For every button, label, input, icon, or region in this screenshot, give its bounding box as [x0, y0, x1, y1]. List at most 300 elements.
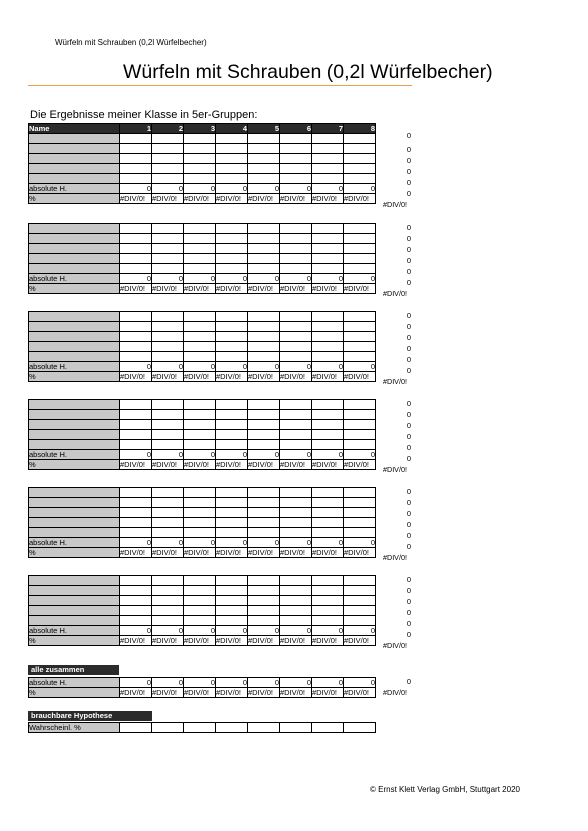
- count-input[interactable]: [184, 234, 216, 244]
- count-input[interactable]: [312, 508, 344, 518]
- count-input[interactable]: [344, 224, 376, 234]
- name-input[interactable]: [29, 420, 120, 430]
- count-input[interactable]: [120, 322, 152, 332]
- count-input[interactable]: [280, 606, 312, 616]
- count-input[interactable]: [312, 224, 344, 234]
- count-input[interactable]: [280, 400, 312, 410]
- count-input[interactable]: [248, 508, 280, 518]
- count-input[interactable]: [152, 224, 184, 234]
- name-input[interactable]: [29, 352, 120, 362]
- count-input[interactable]: [152, 420, 184, 430]
- count-input[interactable]: [152, 440, 184, 450]
- name-input[interactable]: [29, 488, 120, 498]
- count-input[interactable]: [152, 312, 184, 322]
- count-input[interactable]: [152, 586, 184, 596]
- count-input[interactable]: [152, 606, 184, 616]
- count-input[interactable]: [280, 518, 312, 528]
- count-input[interactable]: [312, 498, 344, 508]
- count-input[interactable]: [120, 508, 152, 518]
- percent-value: #DIV/0!: [312, 460, 344, 470]
- count-input[interactable]: [344, 576, 376, 586]
- count-input[interactable]: [216, 576, 248, 586]
- count-input[interactable]: [152, 134, 184, 144]
- count-input[interactable]: [280, 576, 312, 586]
- count-input[interactable]: [280, 144, 312, 154]
- count-input[interactable]: [120, 498, 152, 508]
- count-input[interactable]: [152, 264, 184, 274]
- name-input[interactable]: [29, 312, 120, 322]
- count-input[interactable]: [184, 134, 216, 144]
- count-input[interactable]: [248, 244, 280, 254]
- count-input[interactable]: [216, 606, 248, 616]
- absolute-value: 0: [280, 678, 312, 688]
- count-input[interactable]: [152, 254, 184, 264]
- count-input[interactable]: [120, 616, 152, 626]
- count-input[interactable]: [216, 154, 248, 164]
- count-input[interactable]: [280, 342, 312, 352]
- count-input[interactable]: [216, 616, 248, 626]
- count-input[interactable]: [184, 518, 216, 528]
- count-input[interactable]: [312, 134, 344, 144]
- probability-input[interactable]: [152, 723, 184, 733]
- count-input[interactable]: [248, 352, 280, 362]
- count-input[interactable]: [280, 264, 312, 274]
- count-input[interactable]: [248, 322, 280, 332]
- row-total: 0: [406, 366, 411, 375]
- count-input[interactable]: [344, 410, 376, 420]
- percent-value: #DIV/0!: [344, 688, 376, 698]
- count-input[interactable]: [216, 254, 248, 264]
- count-input[interactable]: [344, 430, 376, 440]
- name-row: [29, 410, 376, 420]
- count-input[interactable]: [280, 508, 312, 518]
- count-input[interactable]: [184, 332, 216, 342]
- count-input[interactable]: [184, 244, 216, 254]
- count-input[interactable]: [312, 488, 344, 498]
- count-input[interactable]: [248, 498, 280, 508]
- count-input[interactable]: [120, 400, 152, 410]
- percent-value: #DIV/0!: [312, 688, 344, 698]
- count-input[interactable]: [216, 174, 248, 184]
- count-input[interactable]: [216, 352, 248, 362]
- count-input[interactable]: [344, 518, 376, 528]
- count-input[interactable]: [280, 488, 312, 498]
- count-input[interactable]: [312, 606, 344, 616]
- count-input[interactable]: [184, 342, 216, 352]
- count-input[interactable]: [152, 596, 184, 606]
- name-input[interactable]: [29, 144, 120, 154]
- count-input[interactable]: [184, 144, 216, 154]
- count-input[interactable]: [152, 244, 184, 254]
- name-input[interactable]: [29, 616, 120, 626]
- count-input[interactable]: [216, 224, 248, 234]
- count-input[interactable]: [184, 420, 216, 430]
- count-input[interactable]: [120, 586, 152, 596]
- count-input[interactable]: [248, 606, 280, 616]
- count-input[interactable]: [120, 332, 152, 342]
- probability-input[interactable]: [280, 723, 312, 733]
- count-input[interactable]: [344, 164, 376, 174]
- name-input[interactable]: [29, 244, 120, 254]
- name-input[interactable]: [29, 164, 120, 174]
- count-input[interactable]: [280, 154, 312, 164]
- count-input[interactable]: [216, 332, 248, 342]
- count-input[interactable]: [248, 332, 280, 342]
- name-input[interactable]: [29, 400, 120, 410]
- name-input[interactable]: [29, 154, 120, 164]
- count-input[interactable]: [280, 254, 312, 264]
- count-input[interactable]: [280, 498, 312, 508]
- count-input[interactable]: [120, 410, 152, 420]
- count-input[interactable]: [216, 488, 248, 498]
- absolute-value: 0: [344, 450, 376, 460]
- count-input[interactable]: [248, 420, 280, 430]
- name-input[interactable]: [29, 332, 120, 342]
- count-input[interactable]: [152, 488, 184, 498]
- count-input[interactable]: [312, 234, 344, 244]
- count-input[interactable]: [248, 616, 280, 626]
- count-input[interactable]: [184, 606, 216, 616]
- count-input[interactable]: [120, 264, 152, 274]
- count-input[interactable]: [184, 164, 216, 174]
- count-input[interactable]: [280, 352, 312, 362]
- name-input[interactable]: [29, 342, 120, 352]
- absolute-value: 0: [344, 538, 376, 548]
- count-input[interactable]: [120, 164, 152, 174]
- count-input[interactable]: [184, 498, 216, 508]
- count-input[interactable]: [216, 498, 248, 508]
- count-input[interactable]: [312, 576, 344, 586]
- count-input[interactable]: [312, 254, 344, 264]
- name-input[interactable]: [29, 224, 120, 234]
- count-input[interactable]: [152, 164, 184, 174]
- count-input[interactable]: [216, 342, 248, 352]
- count-input[interactable]: [344, 154, 376, 164]
- name-input[interactable]: [29, 234, 120, 244]
- count-input[interactable]: [216, 144, 248, 154]
- count-input[interactable]: [120, 596, 152, 606]
- count-input[interactable]: [184, 440, 216, 450]
- count-input[interactable]: [280, 528, 312, 538]
- count-input[interactable]: [248, 596, 280, 606]
- count-input[interactable]: [184, 224, 216, 234]
- count-input[interactable]: [248, 254, 280, 264]
- count-input[interactable]: [248, 234, 280, 244]
- count-input[interactable]: [248, 528, 280, 538]
- probability-input[interactable]: [216, 723, 248, 733]
- count-input[interactable]: [184, 430, 216, 440]
- count-input[interactable]: [216, 518, 248, 528]
- count-input[interactable]: [280, 322, 312, 332]
- count-input[interactable]: [280, 224, 312, 234]
- count-input[interactable]: [280, 410, 312, 420]
- percent-row: [29, 194, 376, 204]
- count-input[interactable]: [280, 234, 312, 244]
- count-input[interactable]: [120, 430, 152, 440]
- count-input[interactable]: [152, 430, 184, 440]
- count-input[interactable]: [344, 440, 376, 450]
- count-input[interactable]: [312, 342, 344, 352]
- count-input[interactable]: [344, 400, 376, 410]
- name-input[interactable]: [29, 596, 120, 606]
- count-input[interactable]: [280, 616, 312, 626]
- count-input[interactable]: [120, 528, 152, 538]
- name-input[interactable]: [29, 508, 120, 518]
- count-input[interactable]: [216, 234, 248, 244]
- count-input[interactable]: [120, 576, 152, 586]
- count-input[interactable]: [120, 144, 152, 154]
- count-input[interactable]: [248, 518, 280, 528]
- probability-input[interactable]: [344, 723, 376, 733]
- count-input[interactable]: [248, 576, 280, 586]
- count-input[interactable]: [344, 144, 376, 154]
- count-input[interactable]: [152, 154, 184, 164]
- count-input[interactable]: [344, 234, 376, 244]
- count-input[interactable]: [248, 144, 280, 154]
- count-input[interactable]: [248, 400, 280, 410]
- count-input[interactable]: [280, 430, 312, 440]
- count-input[interactable]: [152, 322, 184, 332]
- count-input[interactable]: [344, 264, 376, 274]
- count-input[interactable]: [184, 322, 216, 332]
- count-input[interactable]: [184, 400, 216, 410]
- percent-value: #DIV/0!: [280, 460, 312, 470]
- count-input[interactable]: [280, 134, 312, 144]
- percent-label: %: [29, 688, 120, 698]
- count-input[interactable]: [120, 352, 152, 362]
- count-input[interactable]: [312, 440, 344, 450]
- count-input[interactable]: [216, 586, 248, 596]
- count-input[interactable]: [216, 430, 248, 440]
- count-input[interactable]: [184, 576, 216, 586]
- count-input[interactable]: [344, 606, 376, 616]
- count-input[interactable]: [248, 342, 280, 352]
- count-input[interactable]: [344, 616, 376, 626]
- absolute-value: 0: [216, 450, 248, 460]
- count-input[interactable]: [248, 134, 280, 144]
- count-input[interactable]: [120, 134, 152, 144]
- name-input[interactable]: [29, 174, 120, 184]
- name-input[interactable]: [29, 440, 120, 450]
- count-input[interactable]: [152, 528, 184, 538]
- name-input[interactable]: [29, 586, 120, 596]
- count-input[interactable]: [280, 420, 312, 430]
- count-input[interactable]: [184, 264, 216, 274]
- count-input[interactable]: [152, 576, 184, 586]
- count-input[interactable]: [312, 144, 344, 154]
- probability-input[interactable]: [120, 723, 152, 733]
- count-input[interactable]: [120, 234, 152, 244]
- count-input[interactable]: [344, 244, 376, 254]
- count-input[interactable]: [312, 322, 344, 332]
- count-input[interactable]: [312, 352, 344, 362]
- count-input[interactable]: [152, 234, 184, 244]
- count-input[interactable]: [120, 518, 152, 528]
- count-input[interactable]: [184, 154, 216, 164]
- count-input[interactable]: [216, 420, 248, 430]
- name-row: [29, 312, 376, 322]
- count-input[interactable]: [152, 518, 184, 528]
- count-input[interactable]: [344, 342, 376, 352]
- name-input[interactable]: [29, 430, 120, 440]
- count-input[interactable]: [120, 312, 152, 322]
- count-input[interactable]: [120, 488, 152, 498]
- count-input[interactable]: [248, 224, 280, 234]
- name-input[interactable]: [29, 498, 120, 508]
- count-input[interactable]: [344, 488, 376, 498]
- count-input[interactable]: [152, 332, 184, 342]
- count-input[interactable]: [312, 164, 344, 174]
- count-input[interactable]: [216, 134, 248, 144]
- count-input[interactable]: [312, 430, 344, 440]
- absolute-value: 0: [280, 626, 312, 636]
- count-input[interactable]: [344, 322, 376, 332]
- count-input[interactable]: [280, 596, 312, 606]
- count-input[interactable]: [344, 332, 376, 342]
- count-input[interactable]: [344, 352, 376, 362]
- count-input[interactable]: [152, 498, 184, 508]
- count-input[interactable]: [120, 342, 152, 352]
- name-input[interactable]: [29, 264, 120, 274]
- count-input[interactable]: [184, 254, 216, 264]
- count-input[interactable]: [216, 596, 248, 606]
- count-input[interactable]: [184, 528, 216, 538]
- absolute-label: absolute H.: [29, 274, 120, 284]
- absolute-value: 0: [184, 450, 216, 460]
- count-input[interactable]: [152, 352, 184, 362]
- count-input[interactable]: [152, 342, 184, 352]
- count-input[interactable]: [184, 616, 216, 626]
- count-input[interactable]: [344, 528, 376, 538]
- count-input[interactable]: [184, 488, 216, 498]
- row-total: 0: [406, 619, 411, 628]
- percent-value: #DIV/0!: [312, 194, 344, 204]
- count-input[interactable]: [312, 616, 344, 626]
- count-input[interactable]: [216, 312, 248, 322]
- count-input[interactable]: [312, 596, 344, 606]
- count-input[interactable]: [280, 332, 312, 342]
- probability-input[interactable]: [312, 723, 344, 733]
- name-input[interactable]: [29, 254, 120, 264]
- count-input[interactable]: [344, 508, 376, 518]
- count-input[interactable]: [344, 596, 376, 606]
- count-input[interactable]: [280, 174, 312, 184]
- count-input[interactable]: [280, 164, 312, 174]
- count-input[interactable]: [344, 312, 376, 322]
- count-input[interactable]: [120, 224, 152, 234]
- count-input[interactable]: [216, 508, 248, 518]
- count-input[interactable]: [216, 164, 248, 174]
- count-input[interactable]: [344, 420, 376, 430]
- count-input[interactable]: [152, 410, 184, 420]
- name-input[interactable]: [29, 322, 120, 332]
- count-input[interactable]: [216, 528, 248, 538]
- name-row: [29, 352, 376, 362]
- count-input[interactable]: [248, 410, 280, 420]
- count-input[interactable]: [280, 586, 312, 596]
- count-input[interactable]: [344, 254, 376, 264]
- count-input[interactable]: [312, 518, 344, 528]
- name-input[interactable]: [29, 410, 120, 420]
- count-input[interactable]: [312, 528, 344, 538]
- count-input[interactable]: [312, 154, 344, 164]
- count-input[interactable]: [184, 586, 216, 596]
- name-input[interactable]: [29, 576, 120, 586]
- count-input[interactable]: [152, 616, 184, 626]
- count-input[interactable]: [312, 400, 344, 410]
- count-input[interactable]: [280, 312, 312, 322]
- count-input[interactable]: [152, 508, 184, 518]
- count-input[interactable]: [216, 440, 248, 450]
- count-input[interactable]: [248, 264, 280, 274]
- count-input[interactable]: [120, 174, 152, 184]
- count-input[interactable]: [312, 332, 344, 342]
- count-input[interactable]: [152, 144, 184, 154]
- count-input[interactable]: [312, 174, 344, 184]
- count-input[interactable]: [216, 400, 248, 410]
- count-input[interactable]: [184, 596, 216, 606]
- count-input[interactable]: [312, 244, 344, 254]
- count-input[interactable]: [120, 244, 152, 254]
- count-input[interactable]: [248, 174, 280, 184]
- count-input[interactable]: [120, 440, 152, 450]
- count-input[interactable]: [248, 488, 280, 498]
- count-input[interactable]: [184, 508, 216, 518]
- name-input[interactable]: [29, 606, 120, 616]
- count-input[interactable]: [248, 164, 280, 174]
- probability-input[interactable]: [184, 723, 216, 733]
- count-input[interactable]: [344, 134, 376, 144]
- count-input[interactable]: [216, 264, 248, 274]
- percent-value: #DIV/0!: [280, 548, 312, 558]
- count-input[interactable]: [248, 586, 280, 596]
- count-input[interactable]: [312, 312, 344, 322]
- count-input[interactable]: [120, 254, 152, 264]
- count-input[interactable]: [184, 410, 216, 420]
- count-input[interactable]: [248, 312, 280, 322]
- count-input[interactable]: [312, 420, 344, 430]
- count-input[interactable]: [152, 174, 184, 184]
- probability-input[interactable]: [248, 723, 280, 733]
- name-input[interactable]: [29, 518, 120, 528]
- count-input[interactable]: [248, 430, 280, 440]
- count-input[interactable]: [120, 420, 152, 430]
- count-input[interactable]: [152, 400, 184, 410]
- count-input[interactable]: [280, 440, 312, 450]
- count-input[interactable]: [120, 154, 152, 164]
- count-input[interactable]: [184, 174, 216, 184]
- count-input[interactable]: [312, 410, 344, 420]
- count-input[interactable]: [344, 586, 376, 596]
- count-input[interactable]: [344, 174, 376, 184]
- count-input[interactable]: [312, 264, 344, 274]
- name-input[interactable]: [29, 134, 120, 144]
- count-input[interactable]: [184, 312, 216, 322]
- count-input[interactable]: [248, 440, 280, 450]
- count-input[interactable]: [344, 498, 376, 508]
- count-input[interactable]: [120, 606, 152, 616]
- count-input[interactable]: [280, 244, 312, 254]
- name-row: [29, 164, 376, 174]
- count-input[interactable]: [216, 244, 248, 254]
- count-input[interactable]: [312, 586, 344, 596]
- column-header: 1: [120, 124, 152, 134]
- count-input[interactable]: [216, 322, 248, 332]
- count-input[interactable]: [216, 410, 248, 420]
- name-input[interactable]: [29, 528, 120, 538]
- count-input[interactable]: [248, 154, 280, 164]
- count-input[interactable]: [184, 352, 216, 362]
